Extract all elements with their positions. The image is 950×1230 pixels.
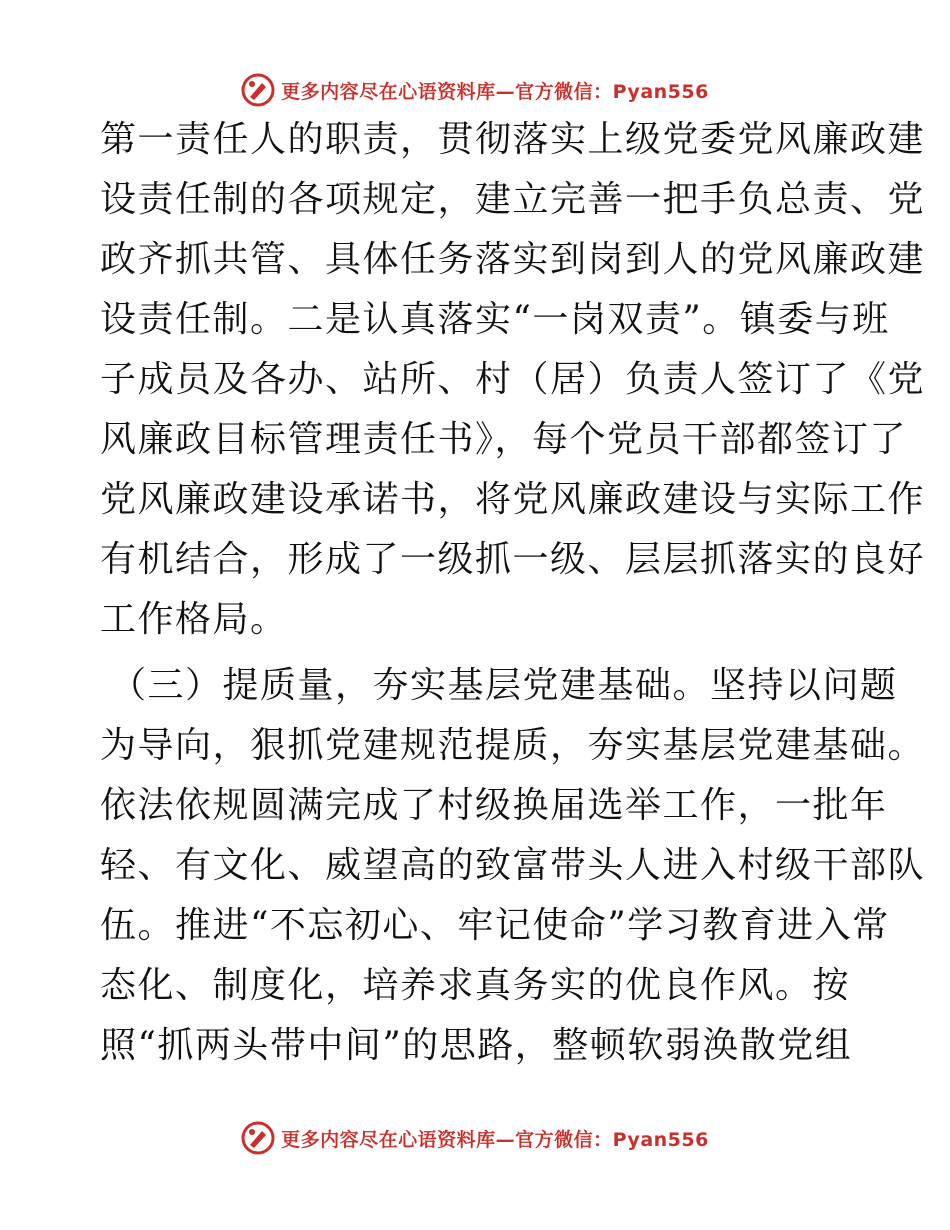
text-line: 党风廉政建设承诺书，将党风廉政建设与实际工作 — [100, 479, 926, 520]
header-banner-text: 更多内容尽在心语资料库—官方微信：Pyan556 — [281, 80, 709, 103]
text-line: 态化、制度化，培养求真务实的优良作风。按 — [100, 965, 851, 1006]
brand-logo-icon — [241, 1121, 275, 1155]
brand-logo-icon — [241, 73, 275, 107]
text-line: 政齐抓共管、具体任务落实到岗到人的党风廉政建 — [100, 239, 926, 280]
text-line: 设责任制的各项规定，建立完善一把手负总责、党 — [100, 179, 926, 220]
footer-banner-text: 更多内容尽在心语资料库—官方微信：Pyan556 — [281, 1128, 709, 1151]
text-line: 工作格局。 — [100, 599, 288, 640]
text-line: 依法依规圆满完成了村级换届选举工作，一批年 — [100, 785, 888, 826]
text-line: 第一责任人的职责，贯彻落实上级党委党风廉政建 — [100, 119, 926, 160]
footer-banner — [0, 1118, 950, 1158]
header-banner — [0, 70, 950, 110]
text-line: 风廉政目标管理责任书》，每个党员干部都签订了 — [100, 419, 908, 460]
text-line: 有机结合，形成了一级抓一级、层层抓落实的良好 — [100, 539, 926, 580]
text-line: 子成员及各办、站所、村（居）负责人签订了《党 — [100, 359, 926, 400]
text-line: 伍。推进“不忘初心、牢记使命”学习教育进入常 — [100, 905, 890, 946]
text-line: 轻、有文化、威望高的致富带头人进入村级干部队 — [100, 845, 926, 886]
text-line: 为导向，狠抓党建规范提质，夯实基层党建基础。 — [100, 725, 926, 766]
text-line: 照“抓两头带中间”的思路，整顿软弱涣散党组 — [100, 1025, 853, 1066]
text-line: 设责任制。二是认真落实“一岗双责”。镇委与班 — [100, 299, 890, 340]
section-heading-line: （三）提质量，夯实基层党建基础。坚持以问题 — [110, 665, 898, 706]
